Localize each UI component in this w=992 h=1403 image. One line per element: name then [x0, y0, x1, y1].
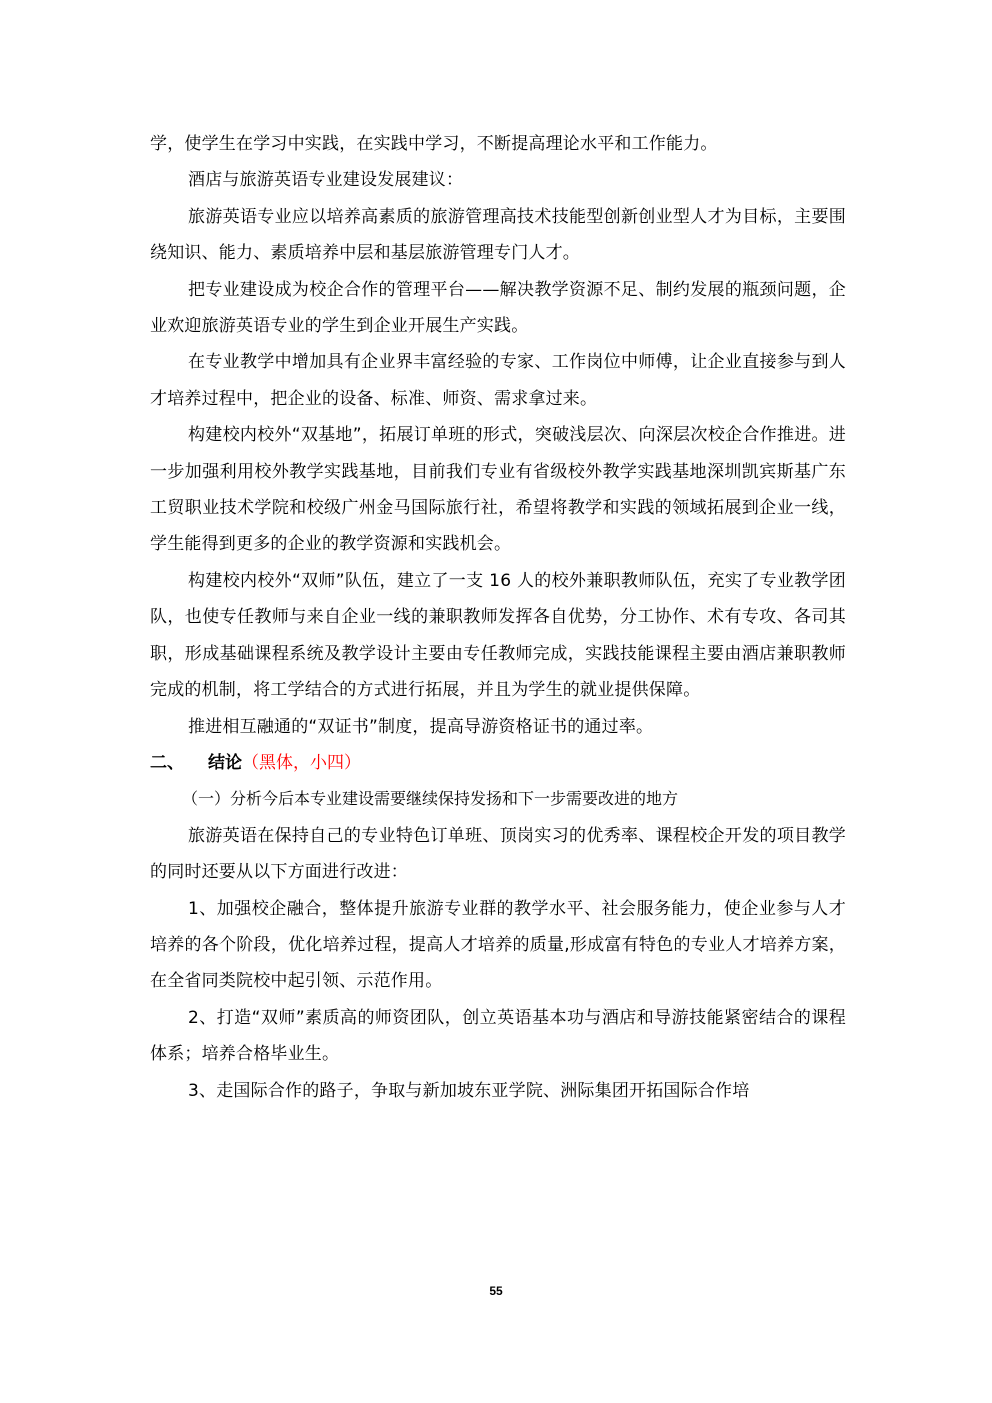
format-note: （黑体，小四）	[242, 752, 361, 773]
p-goal: 旅游英语专业应以培养高素质的旅游管理高技术技能型创新创业型人才为目标，主要围绕知识、能力、素质培养中层和基层旅游管理专门人才。	[150, 206, 846, 264]
p-item-3: 3、走国际合作的路子，争取与新加坡东亚学院、洲际集团开拓国际合作培	[188, 1080, 750, 1101]
p-item-2: 2、打造“双师”素质高的师资团队，创立英语基本功与酒店和导游技能紧密结合的课程体系；培养合格毕业生。	[150, 1007, 846, 1065]
section-number: 二、	[150, 752, 184, 773]
p-double-base: 构建校内校外“双基地”，拓展订单班的形式，突破浅层次、向深层次校企合作推进。进一步加强利用校外教学实践基地，目前我们专业有省级校外教学实践基地深圳凯宾斯基广东工贸职业技术学院和校级广州金马国际旅行社，希望将教学和实践的领域拓展到企业一线，学生能得到更多的企业的教学资源和实践机会。	[150, 425, 846, 555]
paragraph-group-top	[150, 126, 846, 745]
subheading: （一）分析今后本专业建设需要继续保持发扬和下一步需要改进的地方	[182, 789, 679, 809]
p-double-cert: 推进相互融通的“双证书”制度，提高导游资格证书的通过率。	[188, 716, 654, 737]
section-title: 结论	[208, 752, 242, 773]
page-number: 55	[489, 1284, 503, 1298]
p-item-1: 1、加强校企融合，整体提升旅游专业群的教学水平、社会服务能力，使企业参与人才培养的各个阶段，优化培养过程，提高人才培养的质量,形成富有特色的专业人才培养方案，在全省同类院校中起引领、示范作用。	[150, 898, 846, 992]
paragraph-group-bottom	[150, 818, 846, 1109]
p-platform: 把专业建设成为校企合作的管理平台——解决教学资源不足、制约发展的瓶颈问题，企业欢迎旅游英语专业的学生到企业开展生产实践。	[150, 279, 846, 337]
p-continuation: 学，使学生在学习中实践，在实践中学习，不断提高理论水平和工作能力。	[150, 134, 718, 154]
p-double-teacher: 构建校内校外“双师”队伍，建立了一支 16 人的校外兼职教师队伍，充实了专业教学团队，也使专任教师与来自企业一线的兼职教师发挥各自优势，分工协作、术有专攻、各司其职，形成基础课程系统及教学设计主要由专任教师完成，实践技能课程主要由酒店兼职教师完成的机制，将工学结合的方式进行拓展，并且为学生的就业提供保障。	[150, 570, 846, 701]
p-suggestions-title: 酒店与旅游英语专业建设发展建议：	[188, 170, 464, 191]
section-heading	[150, 745, 846, 781]
p-improve-intro: 旅游英语在保持自己的专业特色订单班、顶岗实习的优秀率、课程校企开发的项目教学的同时还要从以下方面进行改进：	[150, 825, 846, 883]
p-experts: 在专业教学中增加具有企业界丰富经验的专家、工作岗位中师傅，让企业直接参与到人才培养过程中，把企业的设备、标准、师资、需求拿过来。	[150, 352, 846, 409]
document-body	[150, 126, 846, 1109]
